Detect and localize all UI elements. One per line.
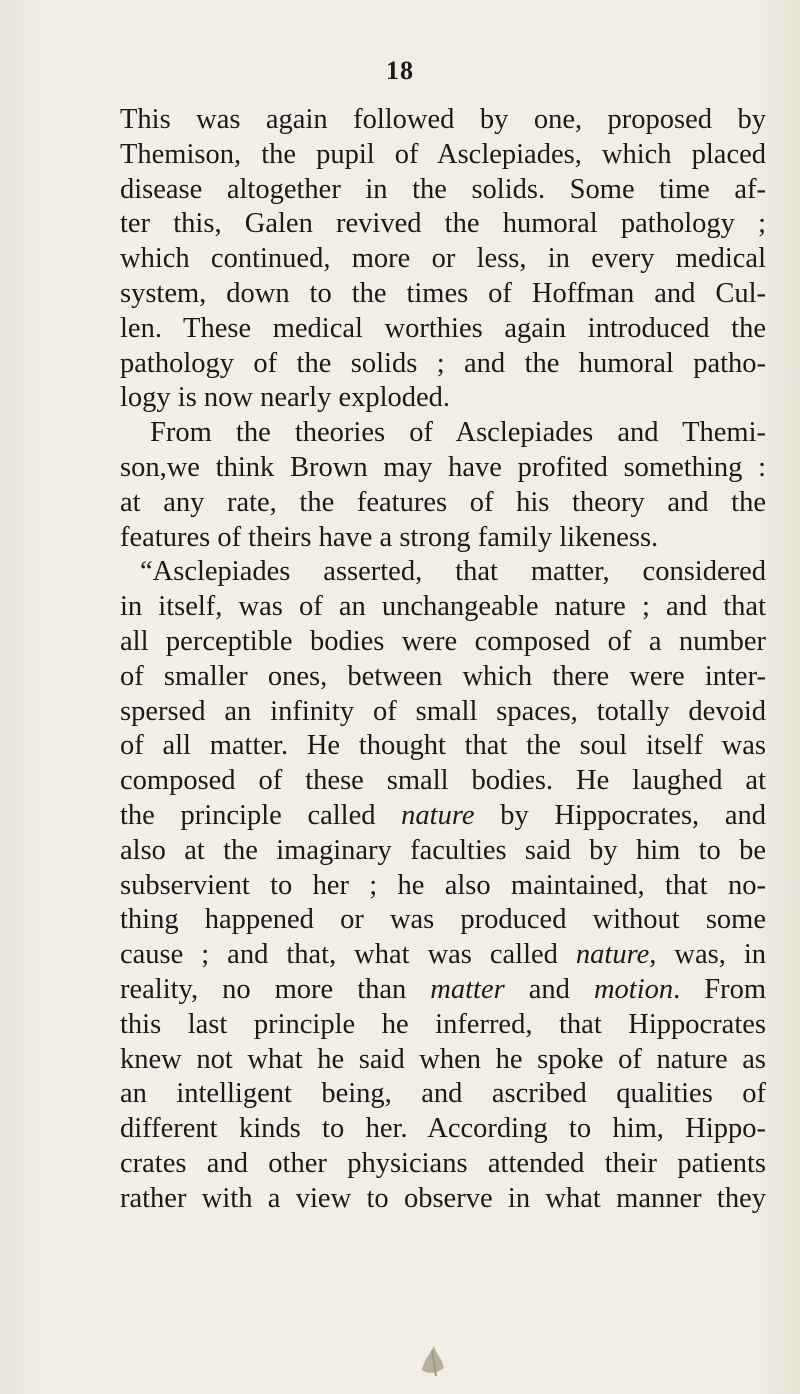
- ink-smudge: [416, 1340, 450, 1380]
- text-line: composed of these small bodies. He laughed at: [120, 765, 766, 797]
- text-segment: the principle called: [120, 799, 376, 831]
- text-segment: . From: [673, 973, 767, 1005]
- text-line: len. These medical worthies again introduced the: [120, 312, 766, 344]
- text-line: features of theirs have a strong family likeness.: [120, 521, 659, 553]
- text-line: This was again followed by one, proposed by: [120, 104, 766, 135]
- text-line: also at the imaginary faculties said by him to be: [120, 834, 766, 866]
- text-line: pathology of the solids ; and the humoral patho-: [120, 347, 766, 379]
- text-line: all perceptible bodies were composed of a number: [120, 625, 766, 657]
- text-line: thing happened or was produced without some: [120, 904, 766, 936]
- text-line: From the theories of Asclepiades and Themi-: [150, 417, 766, 449]
- text-line-with-italic: [120, 973, 766, 1008]
- text-line: system, down to the times of Hoffman and Cul-: [120, 277, 766, 309]
- text-line: spersed an infinity of small spaces, totally devoid: [120, 695, 766, 727]
- text-line: subservient to her ; he also maintained, that no-: [120, 869, 766, 901]
- text-line: rather with a view to observe in what manner they: [120, 1182, 766, 1214]
- page-number: 18: [386, 56, 414, 85]
- text-line: which continued, more or less, in every medical: [120, 243, 766, 275]
- text-line: this last principle he inferred, that Hippocrates: [120, 1008, 766, 1040]
- text-line: of smaller ones, between which there were inter-: [120, 660, 766, 692]
- italic-word: motion: [593, 973, 674, 1005]
- italic-word: matter: [430, 973, 505, 1005]
- text-line-with-italic: [120, 799, 766, 834]
- text-line: crates and other physicians attended their patients: [120, 1147, 766, 1179]
- italic-word: nature: [401, 799, 475, 831]
- italic-word: nature: [575, 939, 650, 971]
- text-line: an intelligent being, and ascribed qualities of: [120, 1078, 766, 1110]
- text-line: of all matter. He thought that the soul itself was: [120, 730, 766, 762]
- text-line: son,we think Brown may have profited something :: [120, 451, 766, 483]
- text-segment: and: [528, 973, 570, 1005]
- text-segment: cause ; and that, what was called: [120, 939, 558, 971]
- body-text: [120, 103, 766, 1217]
- text-line: disease altogether in the solids. Some time af-: [120, 173, 766, 205]
- text-line: logy is now nearly exploded.: [120, 382, 451, 414]
- text-line: at any rate, the features of his theory and the: [120, 486, 766, 518]
- text-line: different kinds to her. According to him, Hippo-: [120, 1113, 766, 1145]
- text-line: in itself, was of an unchangeable nature ; and that: [120, 591, 766, 623]
- text-line-with-italic: [120, 938, 766, 973]
- text-line: “Asclepiades asserted, that matter, considered: [140, 556, 766, 588]
- text-segment: reality, no more than: [120, 973, 407, 1005]
- text-line: ter this, Galen revived the humoral pathology ;: [120, 208, 766, 240]
- text-segment: , was, in: [649, 939, 767, 971]
- text-segment: by Hippocrates, and: [500, 799, 766, 831]
- text-line: knew not what he said when he spoke of nature as: [120, 1043, 766, 1075]
- text-line: Themison, the pupil of Asclepiades, which placed: [120, 138, 766, 170]
